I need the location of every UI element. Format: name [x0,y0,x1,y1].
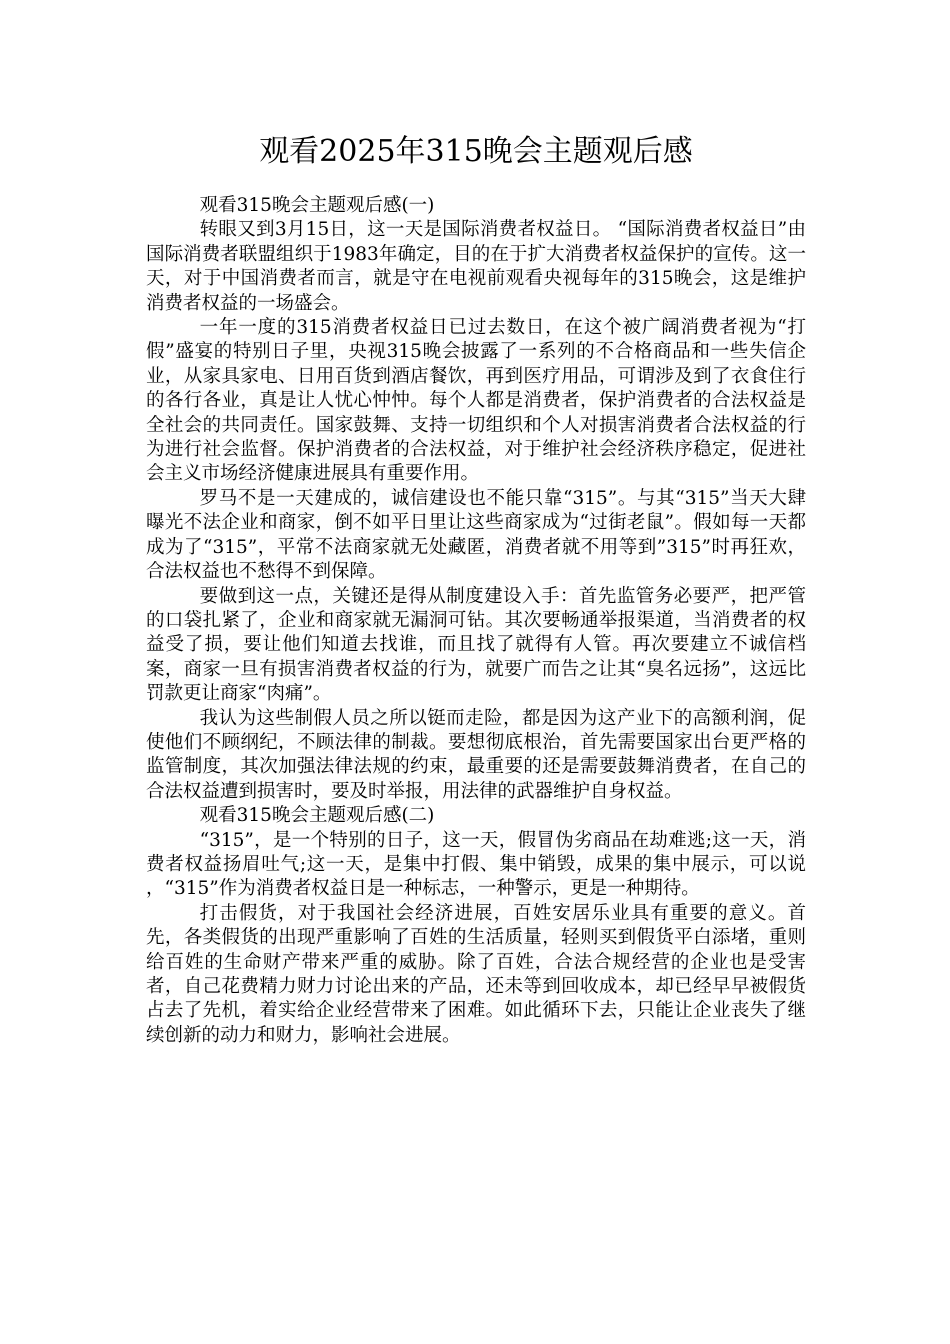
document-title: 观看2025年315晚会主题观后感 [259,134,693,169]
section-heading-1: 观看315晚会主题观后感(一) [199,195,435,216]
paragraph: 一年一度的315消费者权益日已过去数日，在这个被广阔消费者视为“打假”盛宴的特别日子里，央视315晚会披露了一系列的不合格商品和一些失信企业，从家具家电、日用百货到酒店餐饮，再到医疗用品，可谓涉及到了衣食住行的各行各业，真是让人忧心忡忡。每个人都是消费者，保护消费者的合法权益是全社会的共同责任。国家鼓舞、支持一切组织和个人对损害消费者合法权益的行为进行社会监督。保护消费者的合法权益，对于维护社会经济秩序稳定，促进社会主义市场经济健康进展具有重要作用。 [146,317,806,485]
paragraph: 我认为这些制假人员之所以铤而走险，都是因为这产业下的高额利润，促使他们不顾纲纪，不顾法律的制裁。要想彻底根治，首先需要国家出台更严格的监管制度，其次加强法律法规的约束，最重要的还是需要鼓舞消费者，在自己的合法权益遭到损害时，要及时举报，用法律的武器维护自身权益。 [146,707,806,802]
paragraph: 要做到这一点，关键还是得从制度建设入手：首先监管务必要严，把严管的口袋扎紧了，企业和商家就无漏洞可钻。其次要畅通举报渠道，当消费者的权益受了损，要让他们知道去找谁，而且找了就得有人管。再次要建立不诚信档案，商家一旦有损害消费者权益的行为，就要广而告之让其“臭名远扬”，这远比罚款更让商家“肉痛”。 [146,585,806,705]
paragraph: 罗马不是一天建成的，诚信建设也不能只靠“315”。与其“315”当天大肆曝光不法企业和商家，倒不如平日里让这些商家成为“过街老鼠”。假如每一天都成为了“315”，平常不法商家就无处藏匿，消费者就不用等到”315”时再狂欢，合法权益也不愁得不到保障。 [146,487,806,583]
document-page [146,0,806,1048]
paragraph: 打击假货，对于我国社会经济进展，百姓安居乐业具有重要的意义。首先，各类假货的出现严重影响了百姓的生活质量，轻则买到假货平白添堵，重则给百姓的生命财产带来严重的威胁。除了百姓，合法合规经营的企业也是受害者，自己花费精力财力讨论出来的产品，还未等到回收成本，却已经早早被假货占去了先机，着实给企业经营带来了困难。如此循环下去，只能让企业丧失了继续创新的动力和财力，影响社会进展。 [146,902,806,1046]
section-heading-2: 观看315晚会主题观后感(二) [199,805,435,827]
document-body [146,194,806,1048]
paragraph: 转眼又到3月15日，这一天是国际消费者权益日。 “国际消费者权益日”由国际消费者联盟组织于1983年确定，目的在于扩大消费者权益保护的宣传。这一天，对于中国消费者而言，就是守在电视前观看央视每年的315晚会，这是维护消费者权益的一场盛会。 [146,219,806,314]
paragraph: “315”，是一个特别的日子，这一天，假冒伪劣商品在劫难逃;这一天，消费者权益扬眉吐气;这一天，是集中打假、集中销毁，成果的集中展示，可以说 ，“315”作为消费者权益日是一种标志，一种警示，更是一种期待。 [146,829,806,900]
